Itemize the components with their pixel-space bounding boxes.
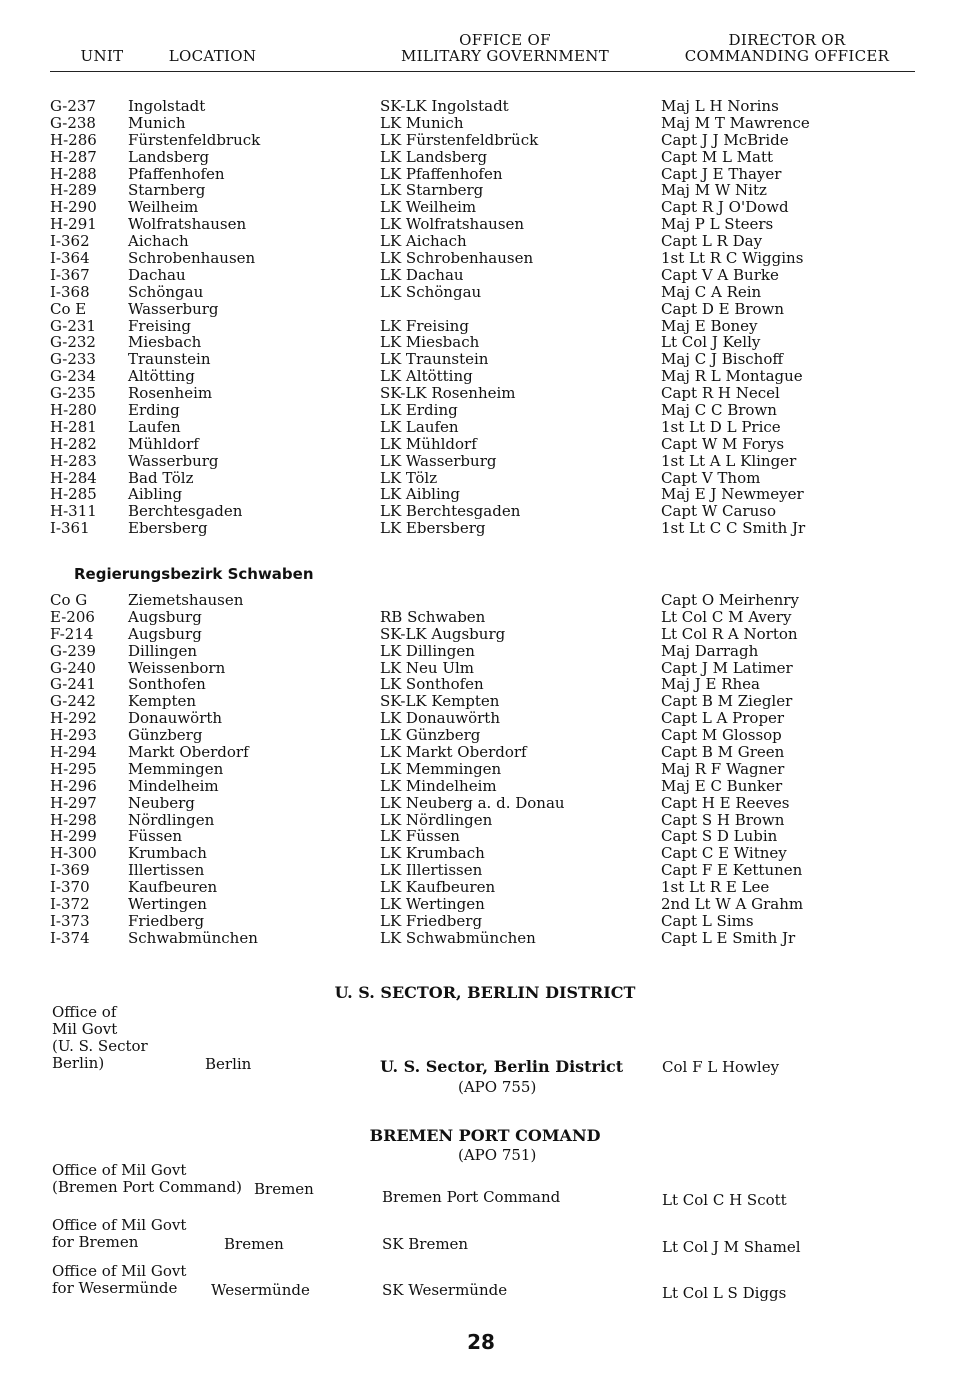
office-cell: LK Wertingen (380, 895, 485, 914)
table-row (50, 334, 920, 351)
office-cell: LK Aibling (380, 485, 461, 504)
director-cell: Capt L Sims (661, 911, 754, 930)
table-row (50, 166, 920, 183)
unit-cell: G-237 (50, 97, 96, 115)
column-header-director-line2: COMMANDING OFFICER (684, 47, 890, 65)
unit-cell: G-235 (50, 384, 96, 403)
unit-cell: G-232 (50, 333, 96, 352)
location-cell: Illertissen (128, 861, 205, 880)
table-row (50, 676, 920, 693)
berlin-unit-line: Berlin) (52, 1054, 105, 1072)
unit-cell: Co G (50, 591, 88, 609)
director-cell: Capt W M Forys (661, 434, 785, 453)
table-row (50, 795, 920, 812)
bremen-row-director: Lt Col J M Shamel (662, 1238, 801, 1256)
location-cell: Augsburg (128, 607, 202, 626)
unit-cell: I-368 (50, 282, 90, 301)
unit-cell: I-367 (50, 265, 90, 284)
director-cell: Capt V Thom (661, 468, 761, 487)
table-row (50, 470, 920, 487)
table-row (50, 132, 920, 149)
unit-cell: G-231 (50, 316, 96, 335)
director-cell: Capt B M Ziegler (661, 692, 793, 711)
table-row (50, 233, 920, 250)
table-row (50, 199, 920, 216)
director-cell: Capt R H Necel (661, 384, 780, 403)
office-cell: LK Landsberg (380, 147, 488, 166)
bremen-row-unit (52, 1217, 186, 1251)
bremen-row-location: Bremen (224, 1235, 284, 1253)
table-row (50, 267, 920, 284)
table-row (50, 453, 920, 470)
office-cell: LK Illertissen (380, 861, 483, 880)
table-row (50, 744, 920, 761)
unit-cell: I-362 (50, 232, 90, 251)
office-cell: LK Altötting (380, 367, 473, 386)
column-header-office-line2: MILITARY GOVERNMENT (400, 47, 610, 65)
office-cell: LK Tölz (380, 468, 438, 487)
location-cell: Starnberg (128, 181, 206, 200)
office-cell: LK Pfaffenhofen (380, 164, 503, 183)
table-row (50, 419, 920, 436)
location-cell: Nördlingen (128, 810, 215, 829)
unit-cell: H-287 (50, 147, 97, 166)
office-cell: LK Ebersberg (380, 519, 486, 538)
unit-cell: H-297 (50, 793, 97, 812)
office-cell: LK Freising (380, 316, 469, 335)
bremen-row-office: SK Bremen (382, 1235, 469, 1253)
location-cell: Kaufbeuren (128, 878, 218, 897)
office-cell: LK Günzberg (380, 726, 481, 745)
location-cell: Rosenheim (128, 384, 213, 403)
location-cell: Weissenborn (128, 658, 226, 677)
director-cell: Capt O Meirhenry (661, 591, 799, 609)
location-cell: Wertingen (128, 895, 207, 914)
berlin-unit-line: (U. S. Sector (52, 1037, 148, 1055)
director-cell: Maj C C Brown (661, 401, 777, 420)
section-title-schwaben: Regierungsbezirk Schwaben (74, 565, 314, 583)
location-cell: Schwabmünchen (128, 928, 258, 947)
table-row (50, 351, 920, 368)
unit-cell: H-298 (50, 810, 97, 829)
director-cell: Maj M W Nitz (661, 181, 767, 200)
unit-cell: H-290 (50, 198, 97, 217)
unit-cell: G-233 (50, 350, 96, 369)
location-cell: Mindelheim (128, 776, 219, 795)
table-row (50, 115, 920, 132)
unit-cell: H-294 (50, 743, 97, 762)
location-cell: Weilheim (128, 198, 199, 217)
location-cell: Krumbach (128, 844, 207, 863)
director-cell: Maj E J Newmeyer (661, 485, 804, 504)
bremen-row-unit (52, 1263, 186, 1297)
table-row (50, 643, 920, 660)
director-cell: Maj L H Norins (661, 97, 779, 115)
director-cell: 1st Lt C C Smith Jr (661, 519, 806, 538)
column-header-office (380, 32, 630, 64)
office-cell: LK Markt Oberdorf (380, 743, 527, 762)
location-cell: Traunstein (128, 350, 211, 369)
unit-cell: H-281 (50, 417, 97, 436)
bremen-row-unit (52, 1162, 242, 1196)
director-cell: Maj P L Steers (661, 215, 774, 234)
director-cell: Capt H E Reeves (661, 793, 790, 812)
director-cell: 1st Lt R C Wiggins (661, 249, 804, 268)
table-row (50, 812, 920, 829)
office-cell: LK Dachau (380, 265, 464, 284)
office-cell: LK Nördlingen (380, 810, 493, 829)
table-row (50, 149, 920, 166)
director-cell: Capt L A Proper (661, 709, 785, 728)
table-row (50, 216, 920, 233)
location-cell: Neuberg (128, 793, 195, 812)
office-cell: LK Wasserburg (380, 451, 497, 470)
office-cell: LK Schöngau (380, 282, 482, 301)
location-cell: Laufen (128, 417, 181, 436)
location-cell: Ingolstadt (128, 97, 206, 115)
director-cell: Capt W Caruso (661, 502, 776, 521)
director-cell: Lt Col J Kelly (661, 333, 761, 352)
location-cell: Kempten (128, 692, 197, 711)
location-cell: Füssen (128, 827, 183, 846)
berlin-apo: (APO 755) (458, 1078, 537, 1096)
office-cell: SK-LK Rosenheim (380, 384, 516, 403)
unit-cell: Co E (50, 299, 87, 318)
office-cell: LK Traunstein (380, 350, 489, 369)
table-row (50, 626, 920, 643)
table-row (50, 402, 920, 419)
director-cell: Maj E Boney (661, 316, 758, 335)
director-cell: Lt Col C M Avery (661, 607, 792, 626)
location-cell: Sonthofen (128, 675, 206, 694)
director-cell: Maj J E Rhea (661, 675, 760, 694)
berlin-unit-line: Mil Govt (52, 1020, 118, 1038)
unit-cell: H-295 (50, 759, 97, 778)
location-cell: Günzberg (128, 726, 203, 745)
berlin-location: Berlin (205, 1055, 252, 1073)
unit-cell: H-296 (50, 776, 97, 795)
table-row (50, 828, 920, 845)
location-cell: Aichach (128, 232, 189, 251)
office-cell: LK Friedberg (380, 911, 483, 930)
location-cell: Wasserburg (128, 299, 219, 318)
office-cell: LK Weilheim (380, 198, 477, 217)
office-cell: LK Munich (380, 113, 464, 132)
unit-cell: G-234 (50, 367, 96, 386)
director-cell: Capt R J O'Dowd (661, 198, 789, 217)
location-cell: Mühldorf (128, 434, 199, 453)
director-cell: 1st Lt R E Lee (661, 878, 770, 897)
office-cell: LK Kaufbeuren (380, 878, 496, 897)
location-cell: Dachau (128, 265, 186, 284)
unit-cell: H-311 (50, 502, 97, 521)
location-cell: Dillingen (128, 641, 198, 660)
table-row (50, 727, 920, 744)
unit-cell: G-241 (50, 675, 96, 694)
director-cell: Capt L R Day (661, 232, 763, 251)
office-cell: LK Mindelheim (380, 776, 497, 795)
director-cell: Maj C J Bischoff (661, 350, 784, 369)
office-cell: LK Donauwörth (380, 709, 500, 728)
bremen-unit-line: for Wesermünde (52, 1279, 178, 1297)
unit-cell: H-280 (50, 401, 97, 420)
office-cell: LK Wolfratshausen (380, 215, 525, 234)
oberbayern-table (50, 98, 920, 537)
table-row (50, 503, 920, 520)
director-cell: Maj R L Montague (661, 367, 803, 386)
bremen-unit-line: for Bremen (52, 1233, 139, 1251)
table-row (50, 845, 920, 862)
table-row (50, 896, 920, 913)
director-cell: Capt J M Latimer (661, 658, 793, 677)
office-cell: LK Miesbach (380, 333, 480, 352)
location-cell: Markt Oberdorf (128, 743, 249, 762)
table-row (50, 368, 920, 385)
table-row (50, 385, 920, 402)
table-row (50, 182, 920, 199)
bremen-apo: (APO 751) (458, 1146, 537, 1164)
office-cell: LK Laufen (380, 417, 459, 436)
bremen-row-location: Bremen (254, 1180, 314, 1198)
office-cell: SK-LK Augsburg (380, 624, 506, 643)
table-row (50, 778, 920, 795)
director-cell: 2nd Lt W A Grahm (661, 895, 804, 914)
director-cell: Capt M Glossop (661, 726, 782, 745)
bremen-row-office: SK Wesermünde (382, 1281, 508, 1299)
office-cell: LK Erding (380, 401, 458, 420)
office-cell: LK Schwabmünchen (380, 928, 536, 947)
unit-cell: I-370 (50, 878, 90, 897)
section-title-bremen: BREMEN PORT COMAND (369, 1126, 601, 1145)
director-cell: Maj M T Mawrence (661, 113, 810, 132)
director-cell: Maj Darragh (661, 641, 759, 660)
table-row (50, 913, 920, 930)
director-cell: Capt V A Burke (661, 265, 779, 284)
unit-cell: H-282 (50, 434, 97, 453)
location-cell: Berchtesgaden (128, 502, 243, 521)
section-title-berlin: U. S. SECTOR, BERLIN DISTRICT (334, 983, 636, 1002)
director-cell: Capt D E Brown (661, 299, 785, 318)
director-cell: Capt L E Smith Jr (661, 928, 796, 947)
office-cell: RB Schwaben (380, 607, 486, 626)
bremen-row-director: Lt Col L S Diggs (662, 1284, 787, 1302)
unit-cell: G-240 (50, 658, 96, 677)
director-cell: Capt F E Kettunen (661, 861, 803, 880)
office-cell: LK Dillingen (380, 641, 475, 660)
unit-cell: H-288 (50, 164, 97, 183)
director-cell: Capt B M Green (661, 743, 785, 762)
column-header-director-line1: DIRECTOR OR (728, 31, 846, 49)
table-row (50, 284, 920, 301)
location-cell: Wolfratshausen (128, 215, 247, 234)
location-cell: Pfaffenhofen (128, 164, 225, 183)
director-cell: Capt M L Matt (661, 147, 774, 166)
office-cell: LK Neuberg a. d. Donau (380, 793, 565, 812)
unit-cell: I-374 (50, 928, 90, 947)
unit-cell: H-286 (50, 130, 97, 149)
director-cell: Capt J E Thayer (661, 164, 782, 183)
unit-cell: G-238 (50, 113, 96, 132)
table-row (50, 318, 920, 335)
unit-cell: H-293 (50, 726, 97, 745)
director-cell: Maj C A Rein (661, 282, 762, 301)
column-header-director (672, 32, 902, 64)
director-cell: Maj E C Bunker (661, 776, 783, 795)
unit-cell: I-372 (50, 895, 90, 914)
location-cell: Friedberg (128, 911, 205, 930)
bremen-row-location: Wesermünde (211, 1281, 310, 1299)
location-cell: Ebersberg (128, 519, 208, 538)
unit-cell: H-292 (50, 709, 97, 728)
schwaben-table (50, 592, 920, 947)
bremen-row-office: Bremen Port Command (382, 1188, 561, 1206)
office-cell: LK Krumbach (380, 844, 485, 863)
office-cell: LK Aichach (380, 232, 467, 251)
column-header-unit: UNIT (80, 47, 124, 65)
unit-cell: I-373 (50, 911, 90, 930)
bremen-unit-line: Office of Mil Govt (52, 1216, 187, 1234)
berlin-director: Col F L Howley (662, 1058, 780, 1076)
bremen-unit-line: Office of Mil Govt (52, 1262, 187, 1280)
table-row (50, 930, 920, 947)
unit-cell: H-289 (50, 181, 97, 200)
unit-cell: E-206 (50, 607, 95, 626)
office-cell: LK Füssen (380, 827, 460, 846)
office-cell: LK Mühldorf (380, 434, 477, 453)
table-row (50, 879, 920, 896)
office-cell: LK Neu Ulm (380, 658, 475, 677)
bremen-unit-line: Office of Mil Govt (52, 1161, 187, 1179)
unit-cell: H-299 (50, 827, 97, 846)
unit-cell: H-284 (50, 468, 97, 487)
office-cell: LK Fürstenfeldbrück (380, 130, 539, 149)
location-cell: Bad Tölz (128, 468, 194, 487)
table-row (50, 710, 920, 727)
location-cell: Landsberg (128, 147, 210, 166)
location-cell: Schrobenhausen (128, 249, 256, 268)
location-cell: Freising (128, 316, 192, 335)
director-cell: 1st Lt D L Price (661, 417, 781, 436)
column-header-office-line1: OFFICE OF (459, 31, 551, 49)
director-cell: Capt J J McBride (661, 130, 789, 149)
table-row (50, 693, 920, 710)
bremen-unit-line: (Bremen Port Command) (52, 1178, 242, 1196)
office-cell: LK Memmingen (380, 759, 502, 778)
bremen-row-director: Lt Col C H Scott (662, 1191, 787, 1209)
office-cell: SK-LK Kempten (380, 692, 500, 711)
table-row (50, 761, 920, 778)
location-cell: Schöngau (128, 282, 204, 301)
column-header-location: LOCATION (168, 47, 257, 65)
director-cell: Capt S H Brown (661, 810, 785, 829)
location-cell: Wasserburg (128, 451, 219, 470)
table-row (50, 862, 920, 879)
office-cell: SK-LK Ingolstadt (380, 97, 509, 115)
director-cell: Lt Col R A Norton (661, 624, 798, 643)
location-cell: Fürstenfeldbruck (128, 130, 261, 149)
unit-cell: I-364 (50, 249, 90, 268)
table-row (50, 436, 920, 453)
director-cell: 1st Lt A L Klinger (661, 451, 797, 470)
unit-cell: H-285 (50, 485, 97, 504)
table-row (50, 98, 920, 115)
table-row (50, 520, 920, 537)
table-row (50, 660, 920, 677)
unit-cell: I-361 (50, 519, 90, 538)
table-row (50, 301, 920, 318)
office-cell: LK Schrobenhausen (380, 249, 534, 268)
director-cell: Maj R F Wagner (661, 759, 785, 778)
location-cell: Altötting (128, 367, 195, 386)
location-cell: Erding (128, 401, 180, 420)
location-cell: Ziemetshausen (128, 591, 244, 609)
director-cell: Capt S D Lubin (661, 827, 778, 846)
berlin-unit-line: Office of (52, 1003, 117, 1021)
table-row (50, 592, 920, 609)
location-cell: Munich (128, 113, 186, 132)
berlin-unit (52, 1004, 148, 1072)
unit-cell: H-291 (50, 215, 97, 234)
page-number: 28 (467, 1330, 495, 1354)
office-cell: LK Sonthofen (380, 675, 484, 694)
unit-cell: G-242 (50, 692, 96, 711)
location-cell: Memmingen (128, 759, 224, 778)
unit-cell: H-300 (50, 844, 97, 863)
location-cell: Donauwörth (128, 709, 223, 728)
unit-cell: G-239 (50, 641, 96, 660)
location-cell: Aibling (128, 485, 183, 504)
location-cell: Miesbach (128, 333, 202, 352)
unit-cell: F-214 (50, 624, 94, 643)
table-row (50, 250, 920, 267)
berlin-office: U. S. Sector, Berlin District (380, 1057, 624, 1076)
header-divider (50, 71, 915, 72)
unit-cell: I-369 (50, 861, 90, 880)
table-row (50, 486, 920, 503)
office-cell: LK Starnberg (380, 181, 484, 200)
director-cell: Capt C E Witney (661, 844, 787, 863)
table-row (50, 609, 920, 626)
office-cell: LK Berchtesgaden (380, 502, 521, 521)
unit-cell: H-283 (50, 451, 97, 470)
location-cell: Augsburg (128, 624, 202, 643)
